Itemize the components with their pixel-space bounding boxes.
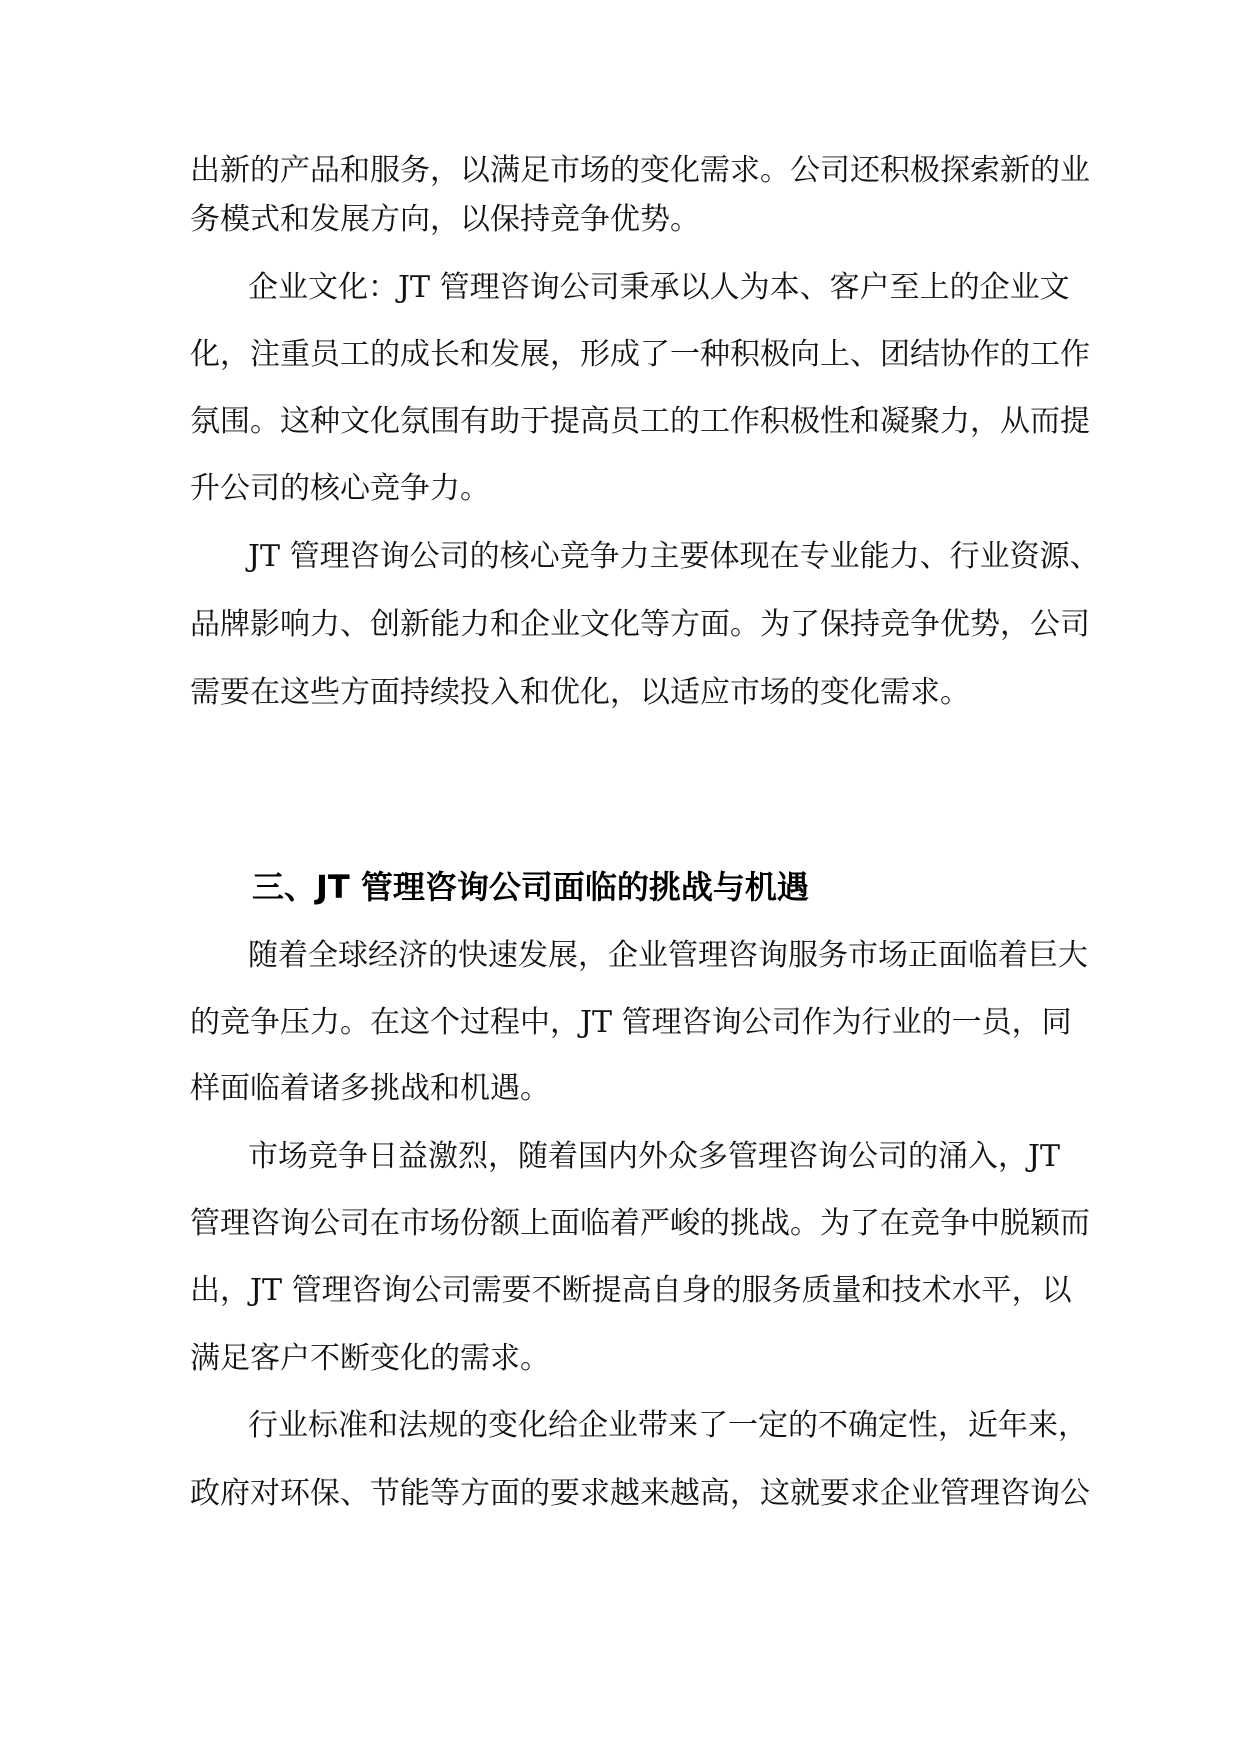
paragraph-4-line-3: 样面临着诸多挑战和机遇。	[190, 1071, 550, 1106]
paragraph-6-line-1: 行业标准和法规的变化给企业带来了一定的不确定性，近年来，	[248, 1408, 1088, 1443]
section-heading: 三、JT 管理咨询公司面临的挑战与机遇	[252, 868, 809, 906]
paragraph-5-line-4: 满足客户不断变化的需求。	[190, 1341, 550, 1376]
paragraph-3-line-2: 品牌影响力、创新能力和企业文化等方面。为了保持竞争优势，公司	[190, 607, 1090, 642]
paragraph-5-line-1: 市场竞争日益激烈，随着国内外众多管理咨询公司的涌入，JT	[248, 1139, 1061, 1174]
paragraph-1-line-1: 出新的产品和服务，以满足市场的变化需求。公司还积极探索新的业	[190, 153, 1090, 188]
paragraph-5-line-2: 管理咨询公司在市场份额上面临着严峻的挑战。为了在竞争中脱颖而	[190, 1206, 1090, 1241]
paragraph-5-line-3: 出，JT 管理咨询公司需要不断提高自身的服务质量和技术水平，以	[190, 1273, 1072, 1308]
paragraph-1-line-2: 务模式和发展方向，以保持竞争优势。	[190, 202, 700, 237]
paragraph-2-line-3: 氛围。这种文化氛围有助于提高员工的工作积极性和凝聚力，从而提	[190, 404, 1090, 439]
paragraph-6-line-2: 政府对环保、节能等方面的要求越来越高，这就要求企业管理咨询公	[190, 1476, 1090, 1511]
paragraph-2-line-2: 化，注重员工的成长和发展，形成了一种积极向上、团结协作的工作	[190, 337, 1090, 372]
paragraph-3-line-3: 需要在这些方面持续投入和优化，以适应市场的变化需求。	[190, 675, 970, 710]
paragraph-4-line-1: 随着全球经济的快速发展，企业管理咨询服务市场正面临着巨大	[248, 938, 1088, 973]
paragraph-2-line-4: 升公司的核心竞争力。	[190, 471, 490, 506]
paragraph-2-line-1: 企业文化：JT 管理咨询公司秉承以人为本、客户至上的企业文	[248, 270, 1070, 305]
paragraph-3-line-1: JT 管理咨询公司的核心竞争力主要体现在专业能力、行业资源、	[248, 539, 1100, 574]
paragraph-4-line-2: 的竞争压力。在这个过程中，JT 管理咨询公司作为行业的一员，同	[190, 1005, 1072, 1040]
